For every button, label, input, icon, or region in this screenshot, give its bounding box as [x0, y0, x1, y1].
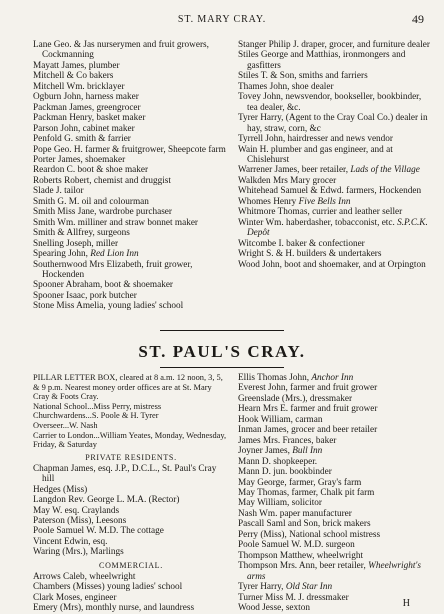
- commercial-list-left: [33, 572, 229, 614]
- directory-entry: Parson John, cabinet maker: [33, 123, 135, 134]
- directory-entry: Spooner Isaac, pork butcher: [33, 290, 137, 301]
- directory-entry: Lane Geo. & Jas nurserymen and fruit growers, Cockmanning: [33, 40, 209, 61]
- directory-entry: May George, farmer, Gray's farm: [238, 477, 362, 488]
- directory-entry: Wood John, boot and shoemaker, and at Orpington: [238, 259, 426, 270]
- directory-entry: Turner Miss M. J. dressmaker: [238, 592, 349, 603]
- directory-entry: Mayatt James, plumber: [33, 60, 120, 71]
- directory-entry: Stanger Philip J. draper, grocer, and furniture dealer: [238, 40, 430, 50]
- directory-entry: Ogburn John, harness maker: [33, 92, 139, 103]
- directory-entry: Hedges (Miss): [33, 484, 88, 495]
- st-pauls-cray-left-column: [33, 373, 229, 614]
- directory-entry: Hook William, carman: [238, 414, 323, 425]
- directory-entry: Joyner James, Bull Inn: [238, 446, 323, 457]
- directory-entry: Snelling Joseph, miller: [33, 238, 119, 249]
- signature-mark: H: [402, 598, 410, 609]
- directory-entry: Winter Wm. haberdasher, tobacconist, etc. S.P.C.K. Depôt: [238, 217, 428, 239]
- directory-entry: Nash Wm. paper manufacturer: [238, 508, 352, 519]
- directory-entry: Poole Samuel W. M.D. The cottage: [33, 526, 164, 537]
- directory-entry: Roberts Robert, chemist and druggist: [33, 175, 171, 186]
- directory-entry: Thompson Mrs. Ann, beer retailer, Wheelwright's arms: [238, 561, 421, 582]
- directory-entry: Tyrer Harry, Old Star Inn: [238, 582, 333, 593]
- directory-entry: Southernwood Mrs Elizabeth, fruit grower, Hockenden: [33, 259, 193, 280]
- directory-entry: Mann D. jun. bookbinder: [238, 467, 332, 478]
- directory-entry: Wain H. plumber and gas engineer, and at Chislehurst: [238, 144, 393, 165]
- directory-entry: Everest John, farmer and fruit grower: [238, 383, 378, 394]
- directory-entry: Wright S. & H. builders & undertakers: [238, 249, 382, 260]
- section-title: ST. PAUL'S CRAY.: [138, 342, 306, 361]
- directory-entry: Spearing John, Red Lion Inn: [33, 249, 139, 260]
- directory-entry: Tyrrell John, hairdresser and news vendor: [238, 134, 394, 145]
- directory-entry: Spooner Abraham, boot & shoemaker: [33, 280, 174, 291]
- directory-entry: Inman James, grocer and beer retailer: [238, 425, 378, 436]
- directory-entry: Smith Wm. milliner and straw bonnet maker: [33, 217, 199, 228]
- directory-entry: Stiles George and Matthias, ironmongers and gasfitters: [238, 50, 406, 71]
- directory-entry: Packman James, greengrocer: [33, 102, 141, 113]
- directory-entry: Pope Geo. H. farmer & fruitgrower, Sheepcote farm: [33, 144, 226, 155]
- directory-entry: Tovey John, newsvendor, bookseller, bookbinder, tea dealer, &c.: [238, 92, 422, 113]
- directory-entry: Packman Henry, basket maker: [33, 113, 146, 124]
- page-number: 49: [412, 12, 424, 26]
- directory-entry: Arrows Caleb, wheelwright: [33, 571, 136, 582]
- directory-entry: Mitchell & Co bakers: [33, 71, 114, 82]
- post-office-notice: [33, 373, 229, 450]
- commercial-heading: COMMERCIAL.: [99, 560, 163, 570]
- directory-entry: James Mrs. Frances, baker: [238, 435, 337, 446]
- directory-entry: National School...Miss Perry, mistress: [33, 401, 162, 411]
- directory-entry: Tyrer Harry, (Agent to the Cray Coal Co.) dealer in hay, straw, corn, &c: [238, 113, 428, 134]
- directory-entry: Chambers (Misses) young ladies' school: [33, 582, 183, 593]
- directory-entry: Paterson (Miss), Leesons: [33, 516, 127, 527]
- running-title: ST. MARY CRAY.: [177, 14, 267, 25]
- directory-entry: Churchwardens...S. Poole & H. Tyrer: [33, 411, 159, 421]
- directory-entry: Overseer...W. Nash: [33, 420, 98, 430]
- directory-entry: Whitmore Thomas, currier and leather seller: [238, 207, 403, 218]
- directory-entry: Reardon C. boot & shoe maker: [33, 165, 149, 176]
- directory-entry: Mann D. shopkeeper.: [238, 456, 318, 467]
- directory-entry: Hearn Mrs E. farmer and fruit grower: [238, 404, 378, 415]
- directory-entry: Slade J. tailor: [33, 186, 84, 197]
- directory-entry: PILLAR LETTER BOX, cleared at 8 a.m. 12 noon, 3, 5, & 9 p.m. Nearest money order offices are at St. Mary Cray & Foots Cray.: [33, 373, 223, 402]
- directory-entry: Ellis Thomas John, Anchor Inn: [238, 373, 354, 383]
- directory-entry: Smith Miss Jane, wardrobe purchaser: [33, 207, 172, 218]
- directory-entry: Penfold G. smith & farrier: [33, 134, 131, 145]
- directory-entry: Vincent Edwin, esq.: [33, 536, 108, 547]
- directory-entry: Waring (Mrs.), Marlings: [33, 547, 124, 558]
- directory-entry: Thames John, shoe dealer: [238, 81, 334, 92]
- st-mary-cray-left-column: [33, 40, 229, 312]
- directory-entry: May Thomas, farmer, Chalk pit farm: [238, 487, 375, 498]
- private-residents-heading: PRIVATE RESIDENTS.: [85, 452, 177, 462]
- directory-entry: Carrier to London...William Yeates, Monday, Wednesday, Friday, & Saturday: [33, 430, 227, 450]
- directory-entry: Smith G. M. oil and colourman: [33, 196, 149, 207]
- directory-entry: Smith & Allfrey, surgeons: [33, 228, 130, 239]
- running-head: [0, 14, 444, 30]
- directory-entry: Mitchell Wm. bricklayer: [33, 81, 125, 92]
- directory-entry: Poole Samuel W. M.D. surgeon: [238, 540, 355, 551]
- st-pauls-cray-right-column: [238, 373, 430, 613]
- directory-entry: Perry (Miss), National school mistress: [238, 529, 381, 540]
- directory-entry: May W. esq. Craylands: [33, 505, 120, 516]
- section-rule-bottom: [160, 367, 284, 368]
- directory-entry: Whitehead Samuel & Edwd. farmers, Hockenden: [238, 186, 422, 197]
- directory-entry: Witcombe I. baker & confectioner: [238, 238, 365, 249]
- st-mary-cray-right-column: [238, 40, 430, 270]
- directory-entry: Clark Moses, engineer: [33, 592, 117, 603]
- directory-entry: Chapman James, esq. J.P., D.C.L., St. Paul's Cray hill: [33, 463, 217, 485]
- directory-entry: Whomes Henry Five Bells Inn: [238, 196, 351, 207]
- directory-entry: Emery (Mrs), monthly nurse, and laundress: [33, 603, 195, 614]
- directory-entry: Pascall Saml and Son, brick makers: [238, 519, 371, 530]
- private-residents-list: [33, 464, 229, 558]
- section-rule-top: [160, 330, 284, 331]
- directory-entry: Stone Miss Amelia, young ladies' school: [33, 301, 184, 312]
- directory-entry: May William, solicitor: [238, 498, 322, 509]
- directory-entry: Warrener James, beer retailer, Lads of the Village: [238, 165, 420, 176]
- directory-entry: Walkden Mrs Mary grocer: [238, 175, 337, 186]
- directory-entry: Stiles T. & Son, smiths and farriers: [238, 71, 368, 82]
- directory-entry: Langdon Rev. George L. M.A. (Rector): [33, 495, 180, 506]
- directory-entry: Thompson Matthew, wheelwright: [238, 550, 364, 561]
- directory-entry: Greenslade (Mrs.), dressmaker: [238, 393, 353, 404]
- directory-entry: Porter James, shoemaker: [33, 154, 126, 165]
- directory-entry: Wood Jesse, sexton: [238, 602, 310, 613]
